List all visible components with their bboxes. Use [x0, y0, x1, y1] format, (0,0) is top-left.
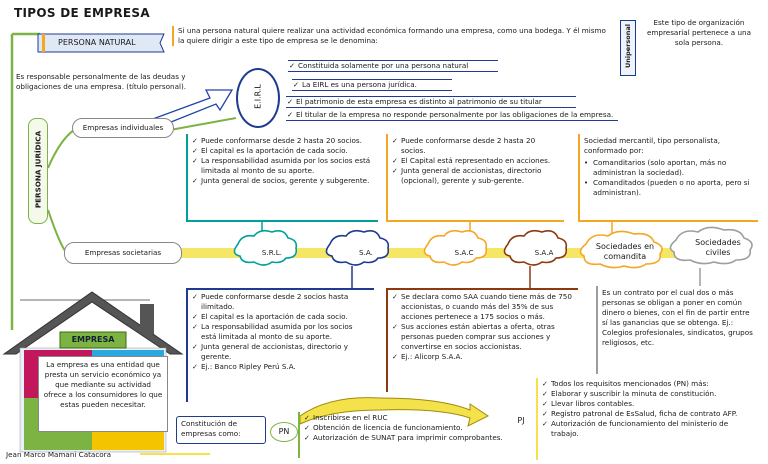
eirl-item-3-text: El patrimonio de esta empresa es distinto al patrimonio de su titular	[296, 97, 542, 106]
saa-item: ✓ Se declara como SAA cuando tiene más de 750 accionistas, o cuando más del 35% de sus acciones pertenece a 175 socios o más.	[392, 292, 574, 322]
pn-label: PN	[278, 427, 290, 436]
sa-list	[192, 292, 370, 372]
eirl-item-1-check-icon: ✓	[289, 61, 296, 70]
persona-juridica-label: PERSONA JURÍDICA	[33, 130, 43, 209]
civiles-text: Es un contrato por el cual dos o más personas se obligan a poner en común dinero o bienes, con el fin de partir entre sí las ganancias que se obtenga. Ej.: Colegios profesionales, sindicatos, grupos religiosos, etc.	[602, 288, 753, 347]
empresa-description	[38, 356, 168, 432]
pn-item: ✓ Inscribirse en el RUC	[304, 413, 526, 423]
cloud-saa-label: S.A.A	[534, 248, 554, 257]
eirl-item-4-text: El titular de la empresa no responde personalmente por las obligaciones de la empresa.	[296, 110, 614, 119]
empresas-societarias-label: Empresas societarias	[84, 248, 162, 257]
pj-label: PJ	[517, 416, 525, 425]
house-chimney	[140, 304, 154, 334]
sa-item: ✓ Ej.: Banco Ripley Perú S.A.	[192, 362, 370, 372]
empresas-individuales-label: Empresas individuales	[82, 123, 164, 132]
cloud-comandita-label: Sociedades en comandita	[595, 242, 655, 261]
eirl-item-2-text: La EIRL es una persona jurídica.	[302, 80, 417, 89]
eirl-item-4-check-icon: ✓	[287, 110, 294, 119]
sa-item: ✓ El capital es la aportación de cada socio.	[192, 312, 370, 322]
unipersonal-description: Este tipo de organización empresarial pertenece a una sola persona.	[646, 18, 751, 47]
sa-item: ✓ Junta general de accionistas, directorio y gerente.	[192, 342, 370, 362]
page-title: TIPOS DE EMPRESA	[14, 6, 150, 20]
saa-item: ✓ Sus acciones están abiertas a oferta, otras personas pueden comprar sus acciones y convertirse en socios accionistas.	[392, 322, 574, 352]
srl-item: ✓ El capital es la aportación de cada socio.	[192, 146, 374, 156]
srl-item: ✓ Junta general de socios, gerente y subgerente.	[192, 176, 374, 186]
cloud-civiles-label: Sociedades civiles	[695, 238, 741, 257]
cloud-sa-label: S.A.	[359, 248, 373, 257]
pj-item: ✓ Llevar libros contables.	[542, 399, 758, 409]
pn-item: ✓ Autorización de SUNAT para imprimir comprobantes.	[304, 433, 526, 443]
eirl-item-2-check-icon: ✓	[293, 80, 300, 89]
pj-item: ✓ Registro patronal de EsSalud, ficha de contrato AFP.	[542, 409, 758, 419]
constitucion-label: Constitución de empresas como:	[181, 419, 241, 438]
pn-bubble	[270, 422, 298, 442]
persona-natural-label: PERSONA NATURAL	[58, 38, 136, 47]
saa-box	[386, 288, 578, 392]
cloud-sac-label: S.A.C	[454, 248, 474, 257]
sac-item: ✓ Puede conformarse desde 2 hasta 20 socios.	[392, 136, 560, 156]
pj-list	[542, 379, 758, 439]
sac-item: ✓ Junta general de accionistas, directorio (opcional), gerente y sub-gerente.	[392, 166, 560, 186]
empresa-label: EMPRESA	[71, 335, 115, 344]
sa-item: ✓ Puede conformarse desde 2 socios hasta ilimitado.	[192, 292, 370, 312]
eirl-item-3-check-icon: ✓	[287, 97, 294, 106]
pj-item: ✓ Todos los requisitos mencionados (PN) más:	[542, 379, 758, 389]
sa-box	[186, 288, 374, 402]
unipersonal-label: Unipersonal	[624, 24, 632, 68]
saa-item: ✓ Ej.: Alicorp S.A.A.	[392, 352, 574, 362]
comandita-item: • Comanditarios (solo aportan, más no administran la sociedad).	[584, 158, 754, 178]
comandita-intro: Sociedad mercantil, tipo personalista, conformado por:	[584, 136, 721, 155]
eirl-item-1-text: Constituida solamente por una persona natural	[298, 61, 469, 70]
comandita-item: • Comanditados (pueden o no aporta, pero si administran).	[584, 178, 754, 198]
pn-list	[304, 413, 526, 443]
saa-list	[392, 292, 574, 362]
sac-item: ✓ El Capital está representado en acciones.	[392, 156, 560, 166]
srl-item: ✓ La responsabilidad asumida por los socios está limitada al monto de su aporte.	[192, 156, 374, 176]
constitucion-box	[176, 416, 266, 444]
cloud-srl-label: S.R.L.	[261, 248, 283, 257]
civiles-box	[596, 286, 758, 374]
sa-item: ✓ La responsabilidad asumida por los socios está limitada al monto de su aporte.	[192, 322, 370, 342]
pn-item: ✓ Obtención de licencia de funcionamiento.	[304, 423, 526, 433]
pj-list-box	[536, 378, 762, 460]
pj-item: ✓ Autorización de funcionamiento del ministerio de trabajo.	[542, 419, 758, 439]
srl-item: ✓ Puede conformarse desde 2 hasta 20 socios.	[192, 136, 374, 146]
responsible-text: Es responsable personalmente de las deudas y obligaciones de una empresa. (título personal).	[16, 72, 187, 91]
persona-natural-description-text: Si una persona natural quiere realizar una actividad económica formando una empresa, como una bodega. Y él mismo la quiere dirigir a este tipo de empresa se le denomina:	[178, 26, 606, 45]
author-credit: Jean Marco Mamani Catacora	[6, 450, 112, 459]
empresa-description-text: La empresa es una entidad que presta un servicio económico ya que mediante su actividad ofrece a los consumidores lo que estas pueden necesitar.	[43, 360, 163, 409]
eirl-label: E.I.R.L	[253, 84, 263, 109]
pn-list-box	[298, 412, 530, 458]
pj-item: ✓ Elaborar y suscribir la minuta de constitución.	[542, 389, 758, 399]
